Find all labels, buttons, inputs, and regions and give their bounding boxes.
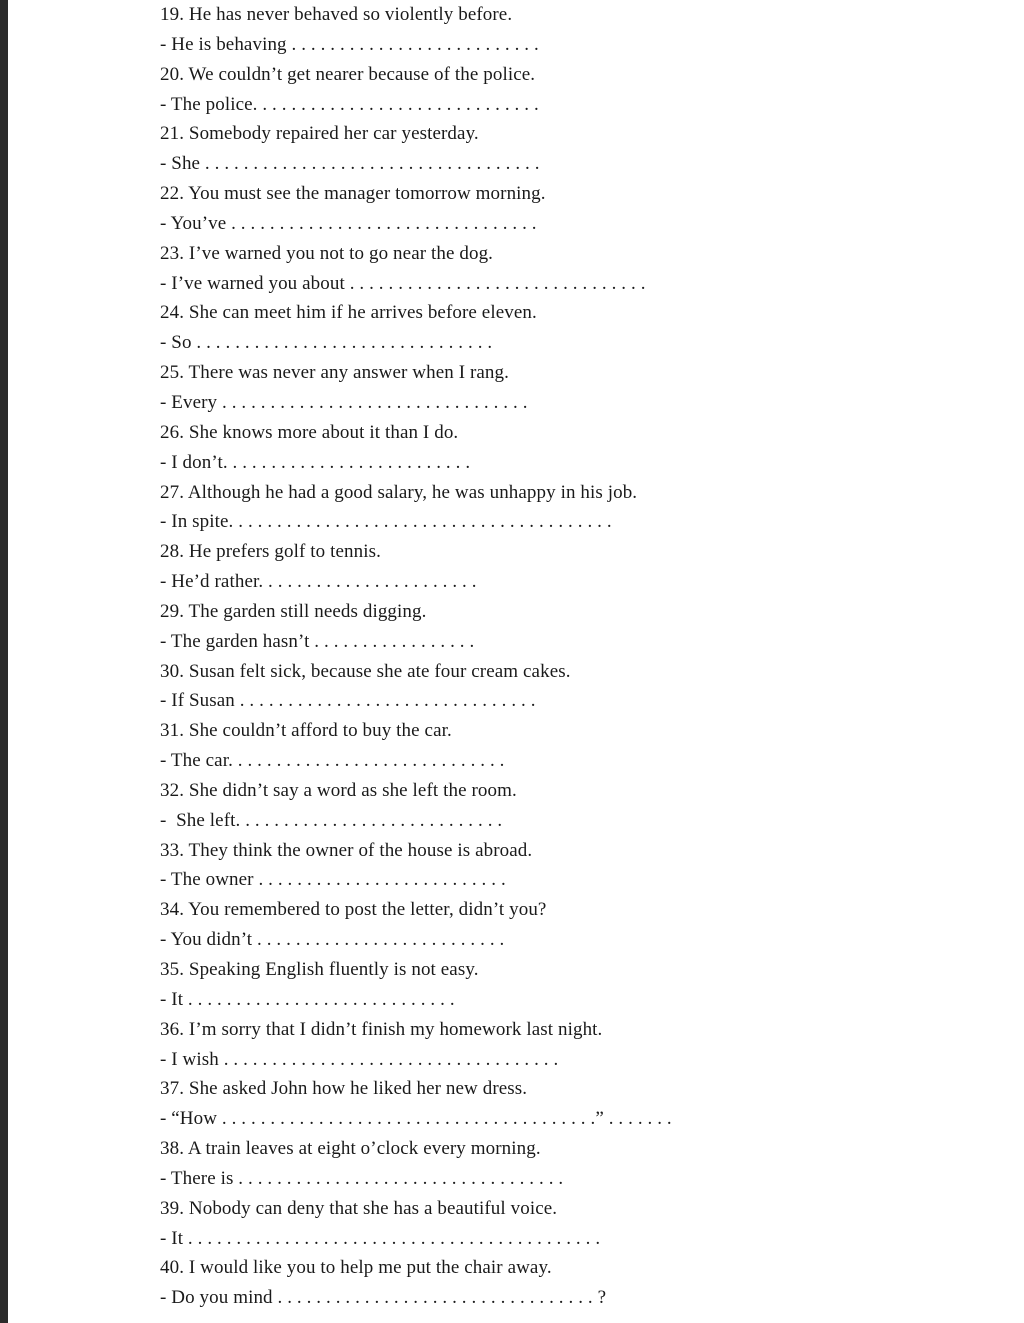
exercise-answer-prompt: - She left. . . . . . . . . . . . . . . . . . . . . . . . . . . . — [160, 809, 503, 831]
exercise-answer-prompt: - “How . . . . . . . . . . . . . . . . . . . . . . . . . . . . . . . . . . . . . . .” . . . . . . . — [160, 1108, 672, 1130]
exercise-question: 33. They think the owner of the house is abroad. — [160, 839, 533, 861]
exercise-item — [160, 1134, 1000, 1194]
exercise-question: 32. She didn’t say a word as she left the room. — [160, 779, 517, 801]
exercise-item — [160, 716, 1000, 776]
exercise-question: 20. We couldn’t get nearer because of the police. — [160, 63, 536, 85]
exercise-question: 26. She knows more about it than I do. — [160, 421, 459, 443]
exercise-answer-prompt: - The car. . . . . . . . . . . . . . . . . . . . . . . . . . . . . — [160, 750, 505, 772]
exercise-item — [160, 955, 1000, 1015]
exercise-answer-prompt: - The owner . . . . . . . . . . . . . . . . . . . . . . . . . . — [160, 869, 506, 891]
exercise-item — [160, 298, 1000, 358]
exercise-question: 29. The garden still needs digging. — [160, 600, 427, 622]
exercise-item — [160, 657, 1000, 717]
exercise-answer-prompt: - So . . . . . . . . . . . . . . . . . . . . . . . . . . . . . . . — [160, 332, 493, 354]
exercise-answer-prompt: - Every . . . . . . . . . . . . . . . . . . . . . . . . . . . . . . . . — [160, 391, 528, 413]
exercise-question: 21. Somebody repaired her car yesterday. — [160, 123, 479, 145]
exercise-item — [160, 418, 1000, 478]
exercise-answer-prompt: - In spite. . . . . . . . . . . . . . . . . . . . . . . . . . . . . . . . . . . . . . . . — [160, 511, 612, 533]
exercise-question: 40. I would like you to help me put the chair away. — [160, 1257, 552, 1279]
left-edge-bar — [0, 0, 8, 1323]
exercise-answer-prompt: - There is . . . . . . . . . . . . . . . . . . . . . . . . . . . . . . . . . . — [160, 1167, 564, 1189]
exercise-item — [160, 1253, 1000, 1313]
exercise-answer-prompt: - I’ve warned you about . . . . . . . . . . . . . . . . . . . . . . . . . . . . . . . — [160, 272, 646, 294]
exercise-item — [160, 895, 1000, 955]
exercise-question: 30. Susan felt sick, because she ate four cream cakes. — [160, 660, 571, 682]
exercise-item — [160, 597, 1000, 657]
exercise-item — [160, 776, 1000, 836]
exercise-question: 19. He has never behaved so violently before. — [160, 4, 513, 25]
exercise-item — [160, 179, 1000, 239]
exercise-answer-prompt: - It . . . . . . . . . . . . . . . . . . . . . . . . . . . . — [160, 988, 455, 1010]
exercise-answer-prompt: - The police. . . . . . . . . . . . . . . . . . . . . . . . . . . . . . — [160, 93, 539, 115]
exercise-question: 38. A train leaves at eight o’clock every morning. — [160, 1138, 541, 1160]
exercise-answer-prompt: - It . . . . . . . . . . . . . . . . . . . . . . . . . . . . . . . . . . . . . . . . . . . — [160, 1227, 601, 1249]
exercise-item — [160, 1074, 1000, 1134]
exercise-question: 23. I’ve warned you not to go near the dog. — [160, 242, 494, 264]
exercise-answer-prompt: - If Susan . . . . . . . . . . . . . . . . . . . . . . . . . . . . . . . — [160, 690, 536, 712]
exercise-answer-prompt: - I don’t. . . . . . . . . . . . . . . . . . . . . . . . . . — [160, 451, 471, 473]
exercise-item — [160, 60, 1000, 120]
exercise-item — [160, 358, 1000, 418]
exercise-item — [160, 1015, 1000, 1075]
exercise-question: 39. Nobody can deny that she has a beautiful voice. — [160, 1197, 558, 1219]
exercise-item — [160, 1194, 1000, 1254]
exercise-question: 25. There was never any answer when I rang. — [160, 362, 509, 384]
exercise-question: 37. She asked John how he liked her new dress. — [160, 1078, 528, 1100]
exercise-answer-prompt: - He’d rather. . . . . . . . . . . . . . . . . . . . . . . — [160, 571, 477, 593]
exercise-item — [160, 119, 1000, 179]
exercise-question: 27. Although he had a good salary, he was unhappy in his job. — [160, 481, 638, 503]
exercise-answer-prompt: - He is behaving . . . . . . . . . . . . . . . . . . . . . . . . . . — [160, 33, 539, 55]
exercise-answer-prompt: - Do you mind . . . . . . . . . . . . . . . . . . . . . . . . . . . . . . . . . ? — [160, 1287, 607, 1309]
exercise-question: 34. You remembered to post the letter, didn’t you? — [160, 899, 547, 921]
worksheet — [160, 0, 1000, 1313]
exercise-answer-prompt: - You’ve . . . . . . . . . . . . . . . . . . . . . . . . . . . . . . . . — [160, 212, 537, 234]
exercise-item — [160, 537, 1000, 597]
exercise-answer-prompt: - I wish . . . . . . . . . . . . . . . . . . . . . . . . . . . . . . . . . . . — [160, 1048, 559, 1070]
exercise-item — [160, 239, 1000, 299]
exercise-answer-prompt: - The garden hasn’t . . . . . . . . . . . . . . . . . — [160, 630, 475, 652]
exercise-question: 24. She can meet him if he arrives before eleven. — [160, 302, 537, 324]
exercise-item — [160, 0, 1000, 60]
exercise-question: 28. He prefers golf to tennis. — [160, 541, 381, 563]
exercise-item — [160, 478, 1000, 538]
exercise-question: 22. You must see the manager tomorrow morning. — [160, 183, 546, 205]
exercise-answer-prompt: - You didn’t . . . . . . . . . . . . . . . . . . . . . . . . . . — [160, 929, 505, 951]
exercise-item — [160, 836, 1000, 896]
exercise-question: 35. Speaking English fluently is not easy. — [160, 959, 479, 980]
exercise-question: 31. She couldn’t afford to buy the car. — [160, 720, 452, 742]
exercise-answer-prompt: - She . . . . . . . . . . . . . . . . . . . . . . . . . . . . . . . . . . . — [160, 153, 540, 175]
exercise-question: 36. I’m sorry that I didn’t finish my homework last night. — [160, 1018, 603, 1040]
